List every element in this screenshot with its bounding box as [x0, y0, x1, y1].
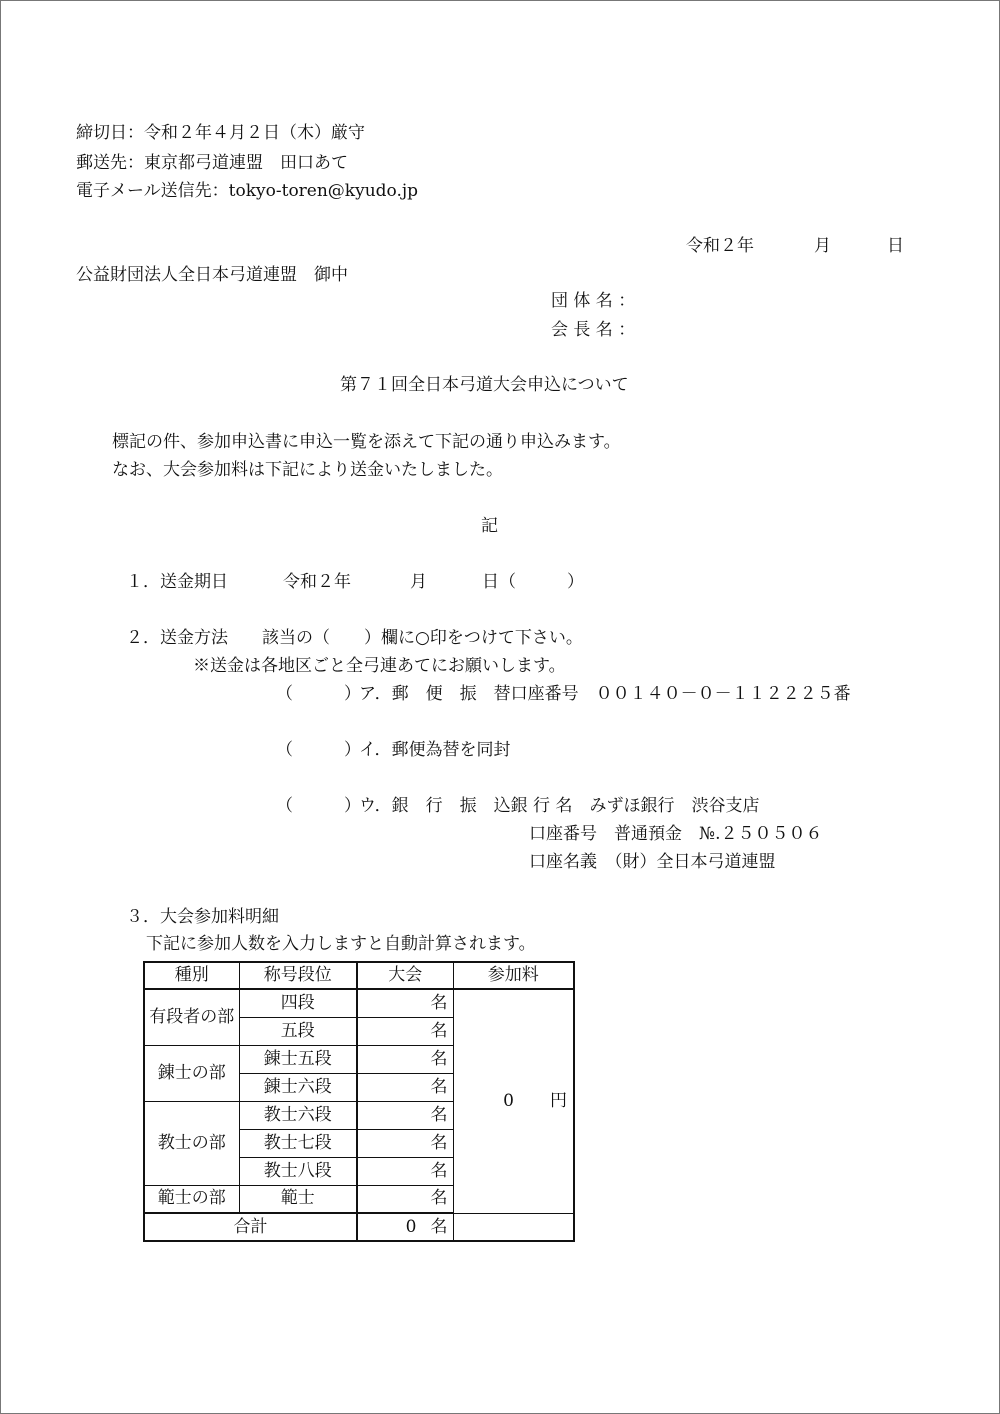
section3-label: ３．大会参加料明細	[126, 907, 279, 927]
option-b-text: イ．郵便為替を同封	[359, 740, 511, 760]
fee-table-header-row	[144, 962, 574, 989]
count-unit: 名	[430, 1160, 448, 1181]
count-unit: 名	[430, 1076, 448, 1097]
header-category: 種別	[144, 962, 239, 989]
addressee: 公益財団法人全日本弓道連盟 御中	[76, 265, 348, 285]
count-cell[interactable]	[357, 1073, 453, 1101]
header-fee: 参加料	[453, 962, 574, 989]
count-cell[interactable]	[357, 1017, 453, 1045]
count-cell[interactable]	[357, 1045, 453, 1073]
section1-label: １．送金期日	[126, 572, 228, 592]
body-line-2: なお、大会参加料は下記により送金いたしました。	[112, 460, 503, 480]
count-cell[interactable]	[357, 1185, 453, 1213]
header-rank: 称号段位	[239, 962, 357, 989]
option-b-paren: （ ）	[276, 740, 361, 760]
count-unit: 名	[430, 1020, 448, 1041]
document-title: 第７１回全日本弓道大会申込について	[340, 375, 629, 395]
president-name-label: 会 長 名 ：	[551, 320, 636, 340]
deadline-line: 締切日：令和２年４月２日（木）厳守	[76, 123, 365, 143]
ki-heading: 記	[481, 516, 498, 536]
option-a-paren: （ ）	[276, 684, 361, 704]
email-line: 電子メール送信先：tokyo-toren@kyudo.jp	[76, 181, 419, 201]
option-c-text: ウ．銀 行 振 込銀 行 名 みずほ銀行 渋谷支店	[359, 796, 760, 816]
total-unit: 名	[430, 1216, 448, 1237]
fee-unit: 円	[550, 1090, 567, 1111]
rank-kyoshi-rokudan: 教士六段	[239, 1101, 357, 1129]
header-tournament: 大会	[357, 962, 453, 989]
account-number: 口座番号 普通預金 №.２５０５０６	[529, 824, 823, 844]
date-day: 日	[887, 236, 904, 256]
section3-note: 下記に参加人数を入力しますと自動計算されます。	[146, 934, 536, 954]
fee-amount: 0	[503, 1090, 514, 1111]
rank-kyoshi-hachidan: 教士八段	[239, 1157, 357, 1185]
fee-table	[143, 961, 575, 1242]
section2-label: ２．送金方法 該当の（ ）欄に○印をつけて下さい。	[126, 628, 583, 648]
rank-kyoshi-nanadan: 教士七段	[239, 1129, 357, 1157]
group-kyoshi: 教士の部	[144, 1101, 239, 1185]
total-count-cell	[357, 1213, 453, 1241]
count-cell[interactable]	[357, 1157, 453, 1185]
mail-to-line: 郵送先：東京都弓道連盟 田口あて	[76, 153, 348, 173]
date-month: 月	[814, 236, 831, 256]
date-era-year: 令和２年	[686, 236, 754, 256]
total-row	[144, 1213, 574, 1241]
count-cell[interactable]	[357, 1129, 453, 1157]
rank-yondan: 四段	[239, 989, 357, 1017]
group-hanshi: 範士の部	[144, 1185, 239, 1213]
section2-note: ※送金は各地区ごと全弓連あてにお願いします。	[193, 656, 566, 676]
total-count: 0	[405, 1216, 417, 1237]
section1-month: 月	[410, 572, 427, 592]
count-unit: 名	[430, 1048, 448, 1069]
account-name: 口座名義 （財）全日本弓道連盟	[529, 852, 776, 872]
count-cell[interactable]	[357, 1101, 453, 1129]
count-unit: 名	[430, 1132, 448, 1153]
fee-amount-cell	[453, 989, 574, 1213]
rank-godan: 五段	[239, 1017, 357, 1045]
group-renshi: 錬士の部	[144, 1045, 239, 1101]
section1-era-year: 令和２年	[283, 572, 351, 592]
section1-day: 日（ ）	[482, 572, 584, 592]
body-line-1: 標記の件、参加申込書に申込一覧を添えて下記の通り申込みます。	[112, 432, 621, 452]
rank-hanshi: 範士	[239, 1185, 357, 1213]
count-unit: 名	[430, 1188, 448, 1209]
group-yudansha: 有段者の部	[144, 989, 239, 1045]
count-cell[interactable]	[357, 989, 453, 1017]
total-label: 合計	[144, 1213, 357, 1241]
rank-renshi-rokudan: 錬士六段	[239, 1073, 357, 1101]
option-c-paren: （ ）	[276, 796, 361, 816]
group-name-label: 団 体 名 ：	[551, 291, 636, 311]
rank-renshi-godan: 錬士五段	[239, 1045, 357, 1073]
option-a-text: ア．郵 便 振 替口座番号 ００１４０－０－１１２２２５番	[359, 684, 851, 704]
count-unit: 名	[430, 1104, 448, 1125]
count-unit: 名	[430, 992, 448, 1013]
table-row	[144, 989, 574, 1017]
